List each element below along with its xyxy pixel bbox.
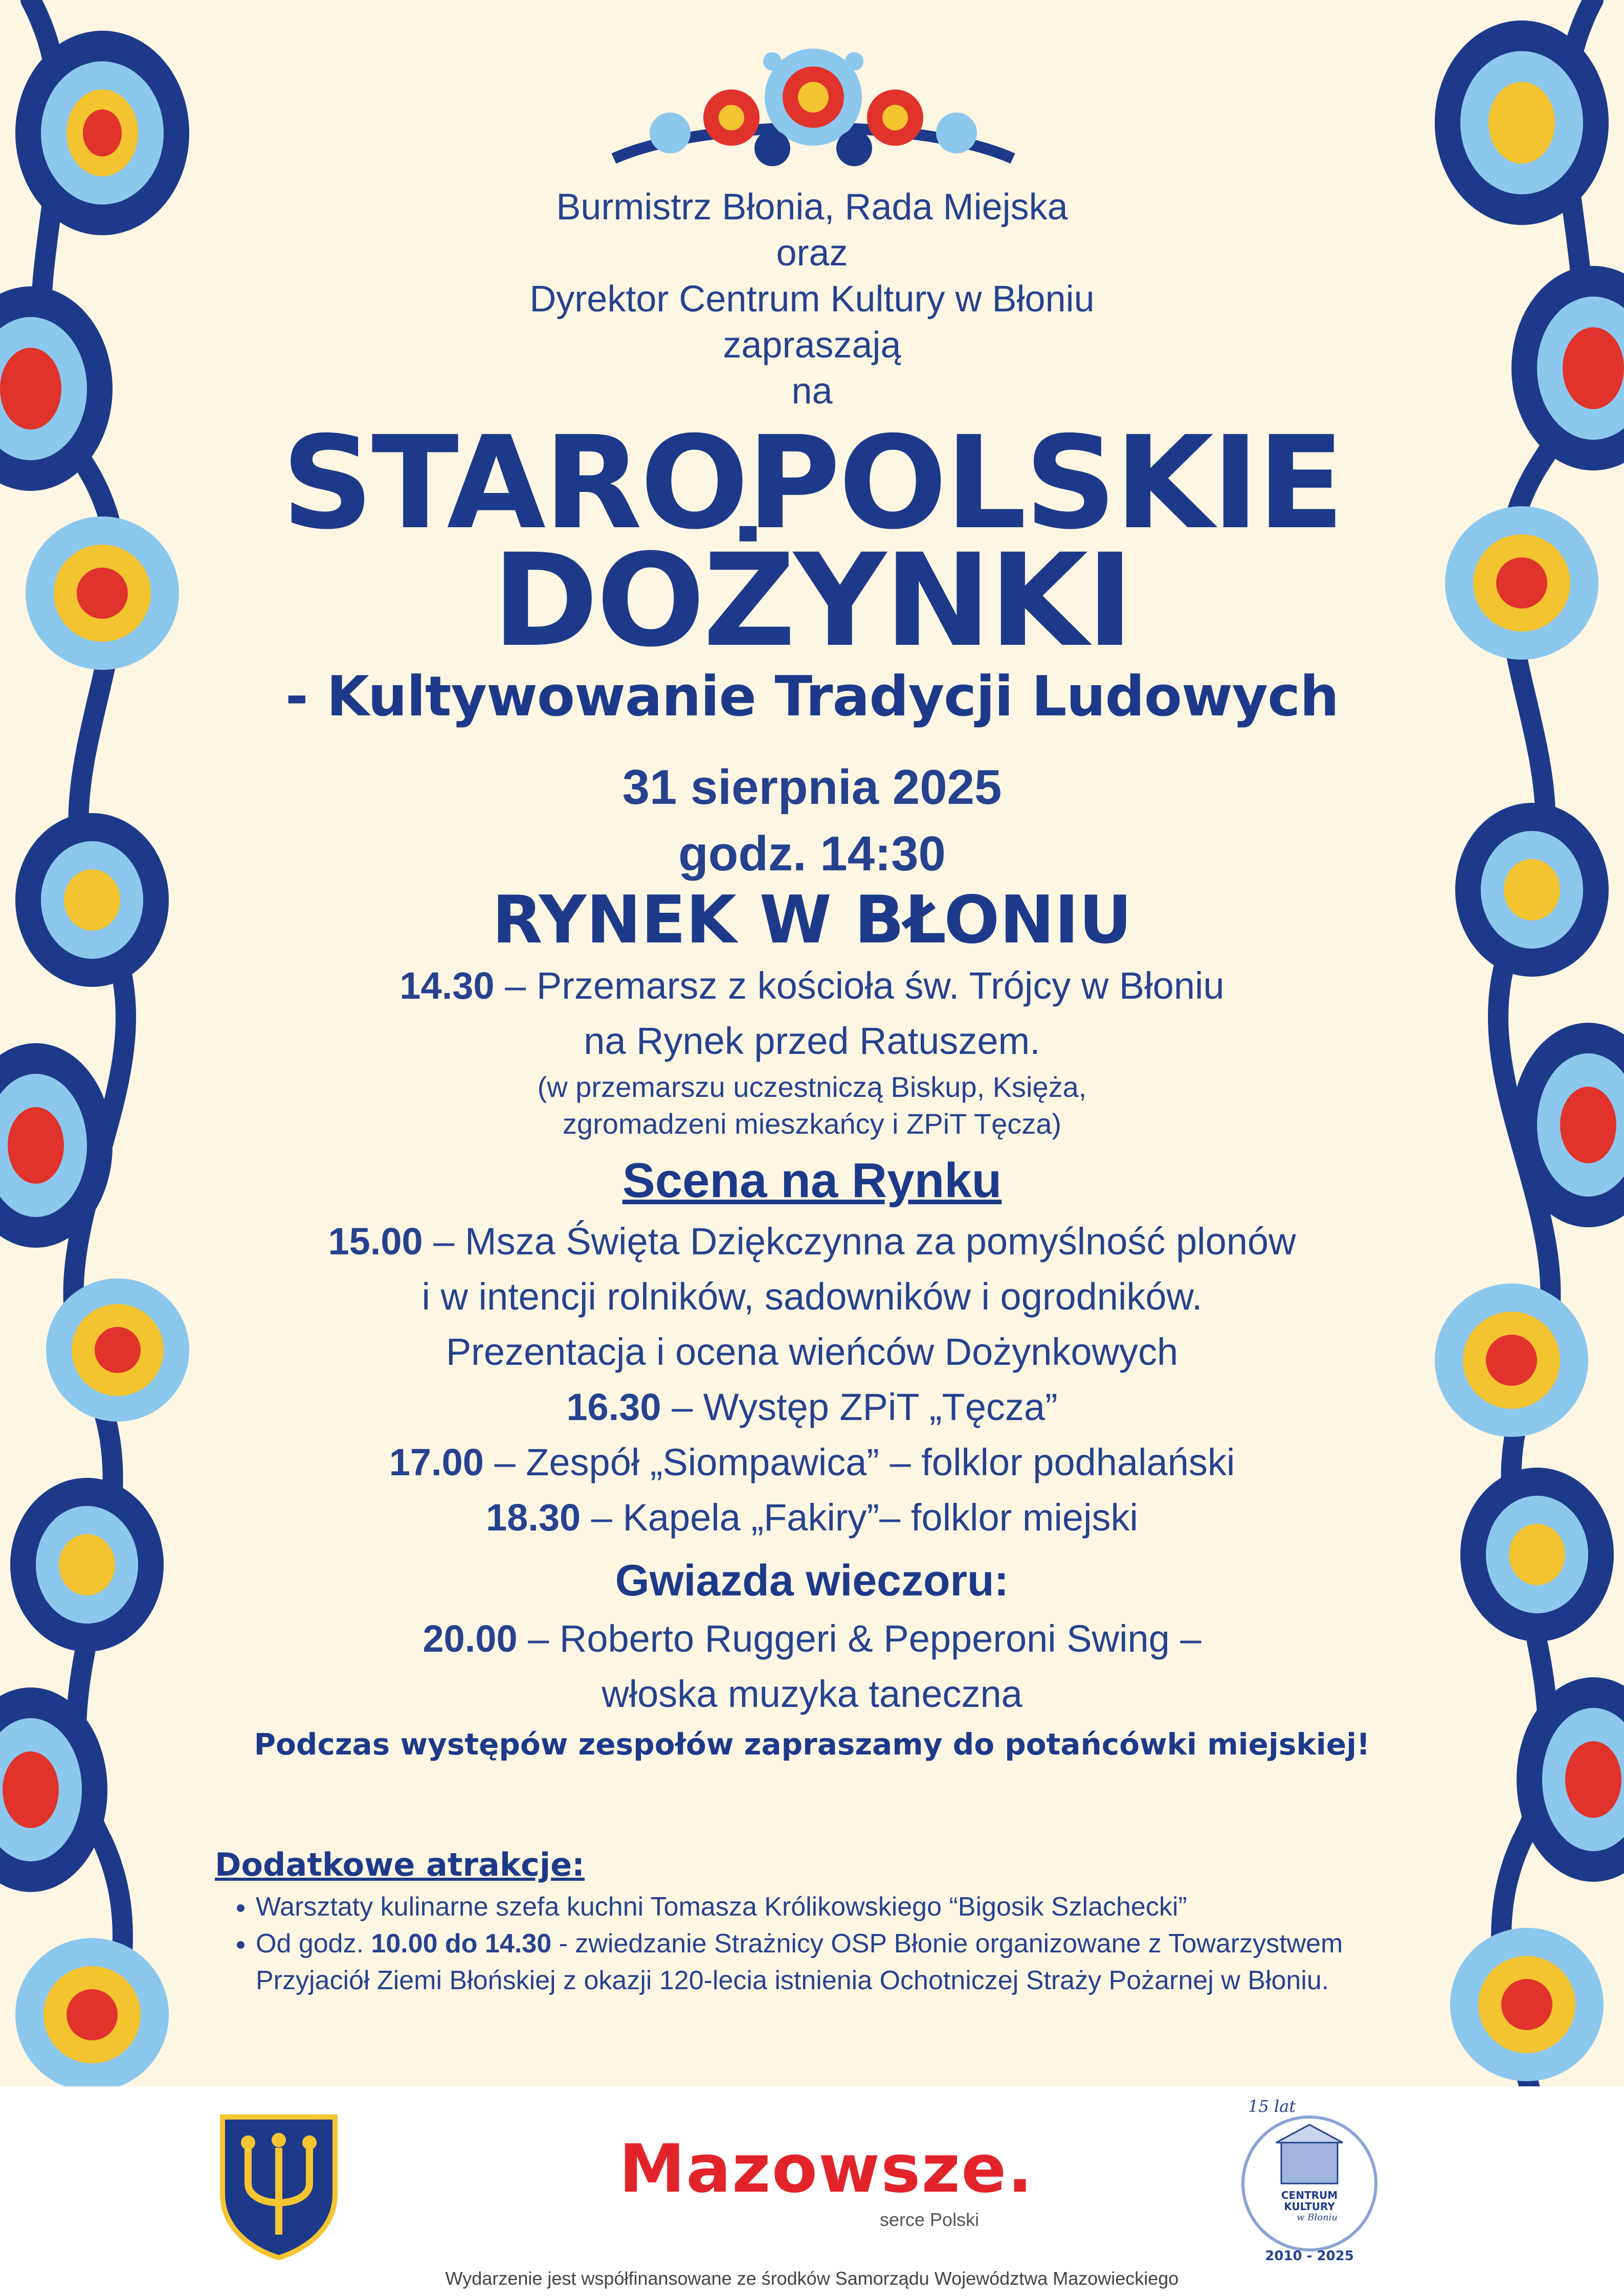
program-time: 17.00: [389, 1441, 484, 1483]
event-time: godz. 14:30: [678, 826, 946, 881]
program-text: – Kapela „Fakiry”– folklor miejski: [581, 1496, 1138, 1539]
centrum-kultury-logo-icon: [1233, 2091, 1386, 2265]
footer: [0, 2086, 1624, 2296]
ck-name-1: CENTRUM: [1281, 2189, 1338, 2201]
star-text: – Roberto Ruggeri & Pepperoni Swing –: [517, 1617, 1202, 1660]
organizers-line: zapraszają: [723, 325, 901, 366]
mazowsze-logo: Mazowsze.: [619, 2130, 1034, 2208]
march-note-1: (w przemarszu uczestniczą Biskup, Księża,: [537, 1071, 1087, 1103]
ck-name-3: w Błoniu: [1297, 2212, 1338, 2223]
ck-years-label: 15 lat: [1248, 2097, 1296, 2116]
organizers: [194, 184, 1430, 414]
mazowsze-tagline: serce Polski: [880, 2209, 980, 2230]
mass-text-2: i w intencji rolników, sadowników i ogrodników.: [421, 1275, 1203, 1318]
march-note: [194, 1069, 1430, 1142]
march-note-2: zgromadzeni mieszkańcy i ZPiT Tęcza): [562, 1108, 1062, 1140]
program-time: 16.30: [566, 1386, 661, 1428]
mass-time: 15.00: [328, 1220, 423, 1263]
organizers-line: Dyrektor Centrum Kultury w Błoniu: [529, 279, 1095, 320]
star-program: [194, 1611, 1430, 1722]
folk-flowers-left-icon: [0, 0, 215, 2296]
extras-item-text: - zwiedzanie Strażnicy OSP Błonie organizowane z Towarzystwem Przyjaciół Ziemi Błońskiej z okazji 120-lecia istnienia Ochotniczej Straży Pożarnej w Błoniu.: [256, 1929, 1343, 1995]
extras-list: [215, 1888, 1409, 1999]
extras-item: [256, 1925, 1409, 1999]
folk-flowers-right-icon: [1409, 0, 1624, 2296]
mass-text: – Msza Święta Dziękczynna za pomyślność plonów: [422, 1220, 1296, 1263]
extras-item: • Warsztaty kulinarne szefa kuchni Tomasza Królikowskiego “Bigosik Szlachecki”: [256, 1888, 1409, 1925]
extras-section: [215, 1846, 1409, 1999]
title-line-2: DOŻYNKI: [492, 526, 1132, 675]
dance-note: Podczas występów zespołów zapraszamy do potańcówki miejskiej!: [254, 1727, 1370, 1762]
event-title: [194, 409, 1430, 675]
star-time: 20.00: [422, 1617, 518, 1660]
march-text: – Przemarsz z kościoła św. Trójcy w Błoniu: [494, 964, 1225, 1007]
organizers-line: na: [791, 371, 833, 412]
organizers-line: oraz: [776, 233, 848, 274]
march-item: [194, 958, 1430, 1069]
program-text: – Występ ZPiT „Tęcza”: [661, 1386, 1058, 1428]
title-line-1: STAROPOLSKIE: [281, 409, 1343, 557]
march-text-2: na Rynek przed Ratuszem.: [584, 1020, 1040, 1062]
extras-item-time: 10.00 do 14.30: [371, 1929, 552, 1959]
event-date: 31 sierpnia 2025: [622, 760, 1002, 815]
right-folk-border: [1409, 0, 1624, 2296]
star-text-2: włoska muzyka taneczna: [602, 1673, 1022, 1715]
organizers-line: Burmistrz Błonia, Rada Miejska: [556, 187, 1068, 228]
poster-content: [194, 0, 1430, 1762]
left-folk-border: [0, 0, 215, 2296]
blonie-coat-of-arms-icon: [212, 2107, 345, 2260]
ck-years-range: 2010 - 2025: [1265, 2248, 1354, 2264]
event-subtitle: - Kultywowanie Tradycji Ludowych: [285, 665, 1339, 729]
stage-program: [194, 1214, 1430, 1545]
program-text: – Zespół „Siompawica” – folklor podhalański: [483, 1441, 1235, 1483]
star-heading: Gwiazda wieczoru:: [615, 1556, 1009, 1605]
event-place: RYNEK W BŁONIU: [492, 882, 1132, 958]
program-time: 18.30: [486, 1496, 581, 1539]
march-time: 14.30: [399, 964, 495, 1007]
extras-item-text: Od godz.: [256, 1929, 371, 1959]
extras-heading: Dodatkowe atrakcje:: [215, 1846, 585, 1883]
ck-name-2: KULTURY: [1284, 2200, 1335, 2213]
stage-heading: Scena na Rynku: [622, 1153, 1002, 1208]
cofinancing-note: Wydarzenie jest współfinansowane ze środków Samorządu Województwa Mazowieckiego: [445, 2268, 1179, 2289]
mass-text-3: Prezentacja i ocena wieńców Dożynkowych: [446, 1331, 1178, 1373]
